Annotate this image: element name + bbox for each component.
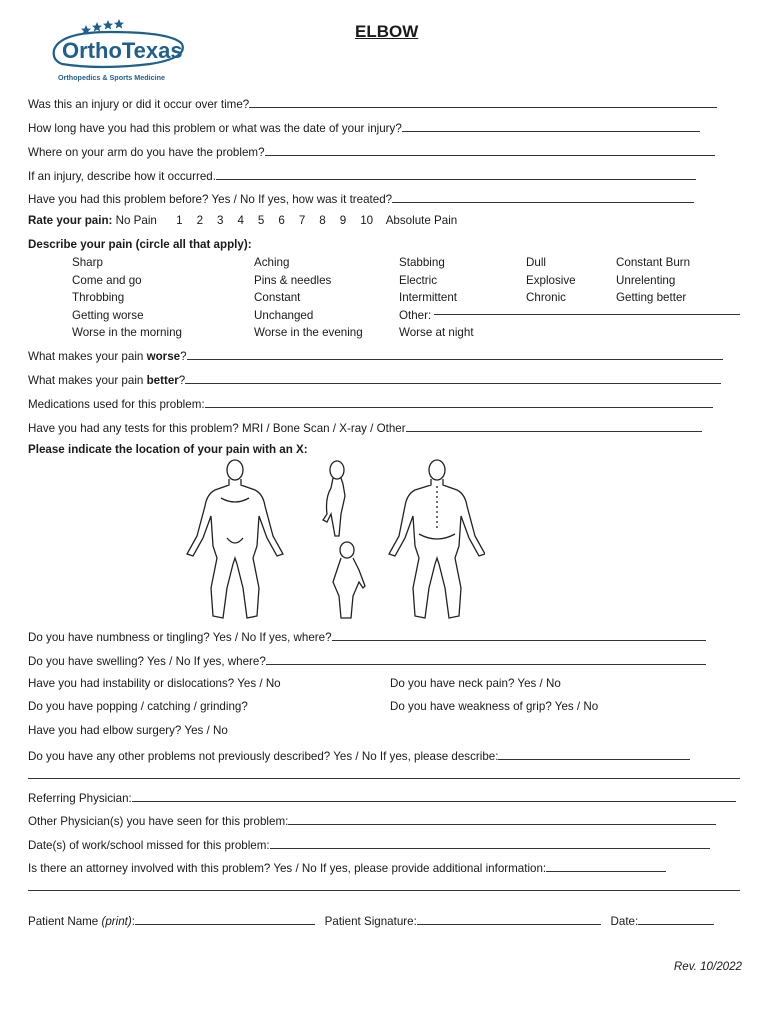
answer-line[interactable] [288, 813, 716, 825]
date-field[interactable] [638, 913, 714, 925]
pain-options-col4 [526, 254, 576, 307]
question-describe-injury: If an injury, describe how it occurred. [28, 168, 696, 184]
answer-line[interactable] [265, 144, 715, 156]
answer-line[interactable] [498, 748, 690, 760]
question-problem-before: Have you had this problem before? Yes / No If yes, how was it treated? [28, 191, 694, 207]
answer-line[interactable] [266, 653, 706, 665]
pain-option[interactable]: Electric [399, 273, 438, 287]
pain-scale-8[interactable]: 8 [319, 214, 326, 227]
logo-graphic [50, 16, 190, 86]
question-swelling: Do you have swelling? Yes / No If yes, where? [28, 653, 706, 669]
answer-line[interactable] [406, 420, 702, 432]
question-other-problems: Do you have any other problems not previously described? Yes / No If yes, please describe: [28, 748, 690, 764]
describe-pain-heading: Describe your pain (circle all that apply): [28, 238, 252, 251]
body-side-figure-upper[interactable] [323, 461, 345, 536]
pain-options-col2 [254, 254, 363, 342]
answer-line[interactable] [132, 790, 736, 802]
question-grip: Do you have weakness of grip? Yes / No [390, 700, 599, 713]
pain-option[interactable]: Sharp [72, 256, 103, 269]
pain-option[interactable]: Worse at night [399, 326, 474, 339]
pain-option[interactable]: Getting better [616, 291, 687, 304]
question-where-arm: Where on your arm do you have the problem? [28, 144, 715, 160]
pain-option[interactable]: Dull [526, 256, 546, 269]
pain-scale-10[interactable]: 10 [360, 214, 374, 227]
question-injury: Was this an injury or did it occur over time? [28, 96, 717, 112]
pain-scale-1[interactable]: 1 [176, 214, 183, 227]
answer-line[interactable] [185, 372, 721, 384]
patient-signature-field[interactable] [417, 913, 601, 925]
pain-option[interactable]: Aching [254, 256, 290, 269]
answer-line[interactable] [205, 396, 713, 408]
other-pain-line[interactable] [434, 314, 740, 315]
pain-option[interactable]: Stabbing [399, 256, 445, 269]
pain-option[interactable]: Explosive [526, 273, 576, 287]
question-other-physicians: Other Physician(s) you have seen for this problem: [28, 813, 716, 829]
pain-option[interactable]: Throbbing [72, 291, 125, 304]
question-surgery: Have you had elbow surgery? Yes / No [28, 724, 228, 737]
pain-option[interactable]: Intermittent [399, 291, 457, 304]
pain-option[interactable]: Worse in the morning [72, 326, 182, 339]
pain-options-col1 [72, 254, 182, 342]
pain-option[interactable]: Come and go [72, 273, 142, 287]
patient-name-field[interactable] [135, 913, 315, 925]
page-title: ELBOW [355, 22, 419, 41]
question-neck-pain: Do you have neck pain? Yes / No [390, 677, 561, 690]
pain-scale-4[interactable]: 4 [237, 214, 244, 227]
answer-line[interactable] [270, 837, 710, 849]
logo-brand-text: OrthoTexas [62, 38, 183, 63]
answer-line-continued[interactable] [28, 778, 740, 779]
revision-date: Rev. 10/2022 [673, 960, 742, 973]
answer-line[interactable] [332, 629, 706, 641]
pain-rating: Rate your pain: No Pain 1 2 3 4 5 6 7 8 9 10 Absolute Pain [28, 214, 458, 227]
pain-scale-9[interactable]: 9 [339, 214, 347, 227]
pain-scale-6[interactable]: 6 [278, 214, 285, 227]
question-instability: Have you had instability or dislocations? Yes / No [28, 677, 281, 690]
question-attorney: Is there an attorney involved with this problem? Yes / No If yes, please provide additional information: [28, 860, 666, 876]
pain-option[interactable]: Constant Burn [616, 256, 691, 269]
pain-scale-2[interactable]: 2 [196, 214, 204, 227]
location-heading: Please indicate the location of your pain with an X: [28, 443, 308, 456]
pain-scale[interactable] [160, 214, 383, 227]
question-worse: What makes your pain worse? [28, 348, 723, 364]
pain-option[interactable]: Chronic [526, 291, 566, 304]
question-referring-physician: Referring Physician: [28, 790, 736, 806]
answer-line[interactable] [216, 168, 696, 180]
answer-line[interactable] [187, 348, 723, 360]
question-numbness: Do you have numbness or tingling? Yes / No If yes, where? [28, 629, 706, 645]
answer-line[interactable] [402, 120, 700, 132]
pain-scale-5[interactable]: 5 [257, 214, 265, 227]
pain-option[interactable]: Pins & needles [254, 273, 332, 287]
question-tests: Have you had any tests for this problem? MRI / Bone Scan / X-ray / Other [28, 420, 702, 436]
pain-option[interactable]: Unrelenting [616, 273, 676, 287]
answer-line[interactable] [249, 96, 717, 108]
body-front-figure[interactable] [187, 460, 283, 618]
body-back-figure[interactable] [389, 460, 485, 618]
pain-option[interactable]: Getting worse [72, 308, 144, 322]
pain-options-col5 [616, 254, 690, 307]
body-side-figure-lower[interactable] [333, 542, 365, 618]
pain-option[interactable]: Worse in the evening [254, 326, 363, 339]
answer-line[interactable] [392, 191, 694, 203]
orthotexas-logo [50, 16, 190, 86]
question-popping: Do you have popping / catching / grinding? [28, 700, 248, 713]
pain-option[interactable]: Other: [399, 308, 432, 322]
pain-options-col3 [399, 254, 474, 342]
logo-tagline: Orthopedics & Sports Medicine [58, 73, 166, 82]
answer-line-continued[interactable] [28, 890, 740, 891]
body-diagram[interactable] [175, 458, 485, 620]
answer-line[interactable] [546, 860, 666, 872]
pain-scale-3[interactable]: 3 [217, 214, 224, 227]
question-medications: Medications used for this problem: [28, 396, 713, 412]
footer-signature-row: Patient Name (print): Patient Signature: Date: [28, 913, 714, 929]
pain-option[interactable]: Unchanged [254, 308, 314, 322]
pain-option[interactable]: Constant [254, 291, 301, 304]
question-better: What makes your pain better? [28, 372, 721, 388]
pain-scale-7[interactable]: 7 [298, 214, 306, 227]
question-how-long: How long have you had this problem or what was the date of your injury? [28, 120, 700, 136]
question-missed-days: Date(s) of work/school missed for this problem: [28, 837, 710, 853]
